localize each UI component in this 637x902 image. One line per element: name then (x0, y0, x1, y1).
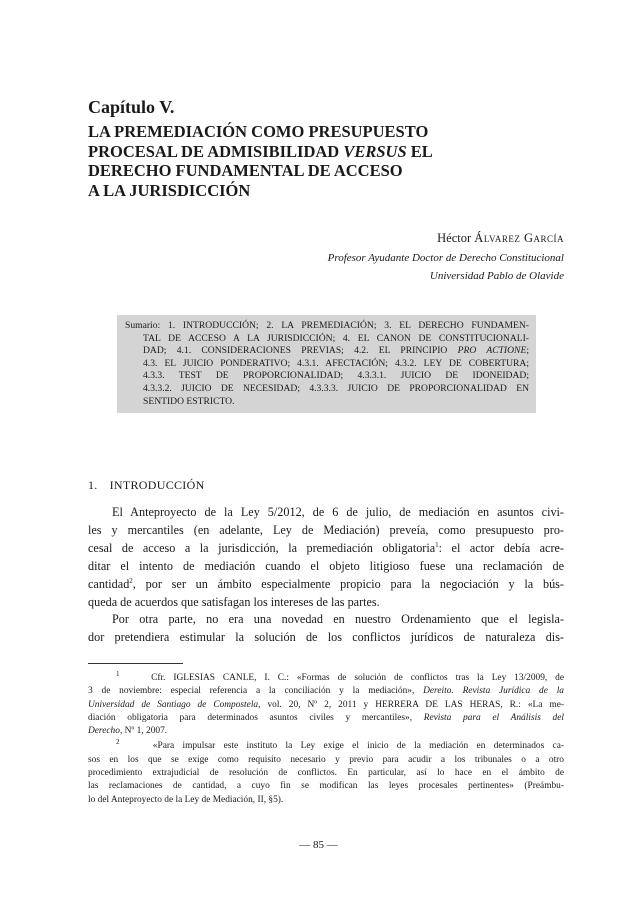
chapter-title (88, 122, 558, 200)
footnote-divider (88, 663, 183, 664)
footnote-2-line: sos en los que se exige como requisito necesario y previo para acudir a los tribunales o a otro (88, 754, 564, 765)
summary-box (117, 315, 536, 413)
page-number: — 85 — (299, 839, 338, 851)
footnote-1-line: $^1$ Cfr. IGLESIAS CANLE, I. C.: «Formas de solución de conflictos tras la Ley 13/2009, de (116, 669, 565, 683)
body-line: Por otra parte, no era una novedad en nuestro Ordenamiento que el legisla- (112, 612, 564, 627)
footnote-2-line: $^2$ «Para impulsar este instituto la Ley exige el inicio de la mediación en determinados ca- (116, 738, 564, 752)
summary-line: Sumario: 1. INTRODUCCIÓN; 2. LA PREMEDIACIÓN; 3. EL DERECHO FUNDAMEN- (125, 320, 529, 331)
author-affiliation-university: Universidad Pablo de Olavide (429, 270, 564, 282)
summary-line: SENTIDO ESTRICTO. (143, 395, 235, 407)
title-line: PROCESAL DE ADMISIBILIDAD VERSUS EL (88, 141, 433, 161)
summary-line: 4.3. EL JUICIO PONDERATIVO; 4.3.1. AFECTACIÓN; 4.3.2. LEY DE COBERTURA; (143, 357, 529, 369)
body-line: El Anteproyecto de la Ley 5/2012, de 6 de julio, de mediación en asuntos civi- (112, 505, 564, 519)
author-name: Héctor Álvarez García (437, 231, 564, 245)
summary-line: 4.3.3.2. JUICIO DE NECESIDAD; 4.3.3.3. JUICIO DE PROPORCIONALIDAD EN (143, 382, 529, 394)
chapter-label: Capítulo V. (88, 97, 175, 117)
footnote-ref-1[interactable]: 1 (435, 540, 439, 549)
title-line: DERECHO FUNDAMENTAL DE ACCESO (88, 161, 403, 180)
footnote-1-line: diación obligatoria para determinados asuntos civiles y mercantiles», Revista para el Análisis del (88, 712, 564, 723)
body-text (88, 504, 564, 647)
title-line: LA PREMEDIACIÓN COMO PRESUPUESTO (88, 122, 429, 141)
body-line: ditar el intento de mediación cuando el objeto litigioso fuese una reclamación de (88, 558, 564, 573)
title-line: A LA JURISDICCIÓN (88, 180, 251, 200)
body-line: dor pretendiera estimular la solución de los conflictos jurídicos de naturaleza dis- (88, 630, 564, 645)
title-italic-word: VERSUS (343, 141, 407, 161)
author-affiliation-title: Profesor Ayudante Doctor de Derecho Constitucional (327, 252, 564, 264)
summary-line: TAL DE ACCESO A LA JURISDICCIÓN; 4. EL CANON DE CONSTITUCIONALI- (143, 332, 529, 344)
body-line: queda de acuerdos que satisfagan los intereses de las partes. (88, 594, 380, 609)
footnote-1-line: Derecho, Nº 1, 2007. (88, 726, 168, 737)
footnotes (88, 669, 565, 807)
body-line: cantidad$^2$, por ser un ámbito especialmente propicio para la negociación y la bús- (88, 576, 564, 591)
section-heading: 1. INTRODUCCIÓN (88, 478, 205, 492)
footnote-2-line: las reclamaciones de cantidad, a cuyo fin se modifican las leyes procesales pertinentes» (Preámbu- (88, 781, 564, 792)
body-line: les y mercantiles (en adelante, Ley de Mediación) preveía, como presupuesto pro- (88, 522, 564, 537)
summary-line: DAD; 4.1. CONSIDERACIONES PREVIAS; 4.2. EL PRINCIPIO PRO ACTIONE; (143, 345, 529, 357)
summary-line: 4.3.3. TEST DE PROPORCIONALIDAD; 4.3.3.1. JUICIO DE IDONEIDAD; (143, 370, 529, 382)
body-line: cesal de acceso a la jurisdicción, la premediación obligatoria$^1$: el actor debía acre- (88, 540, 564, 555)
footnote-1-line: Universidad de Santiago de Compostela, vol. 20, Nº 2, 2011 y HERRERA DE LAS HERAS, R.: «La me- (88, 699, 564, 710)
footnote-1-line: 3 de noviembre: especial referencia a la conciliación y la mediación», Dereito. Revista Jurídica de la (88, 686, 564, 697)
footnote-ref-2[interactable]: 2 (129, 576, 133, 585)
footnote-2-line: lo del Anteproyecto de la Ley de Mediación, II, §5). (88, 794, 284, 805)
footnote-2-line: procedimiento extrajudicial de resolución de conflictos. En particular, así lo hace en el ámbito de (88, 768, 564, 779)
